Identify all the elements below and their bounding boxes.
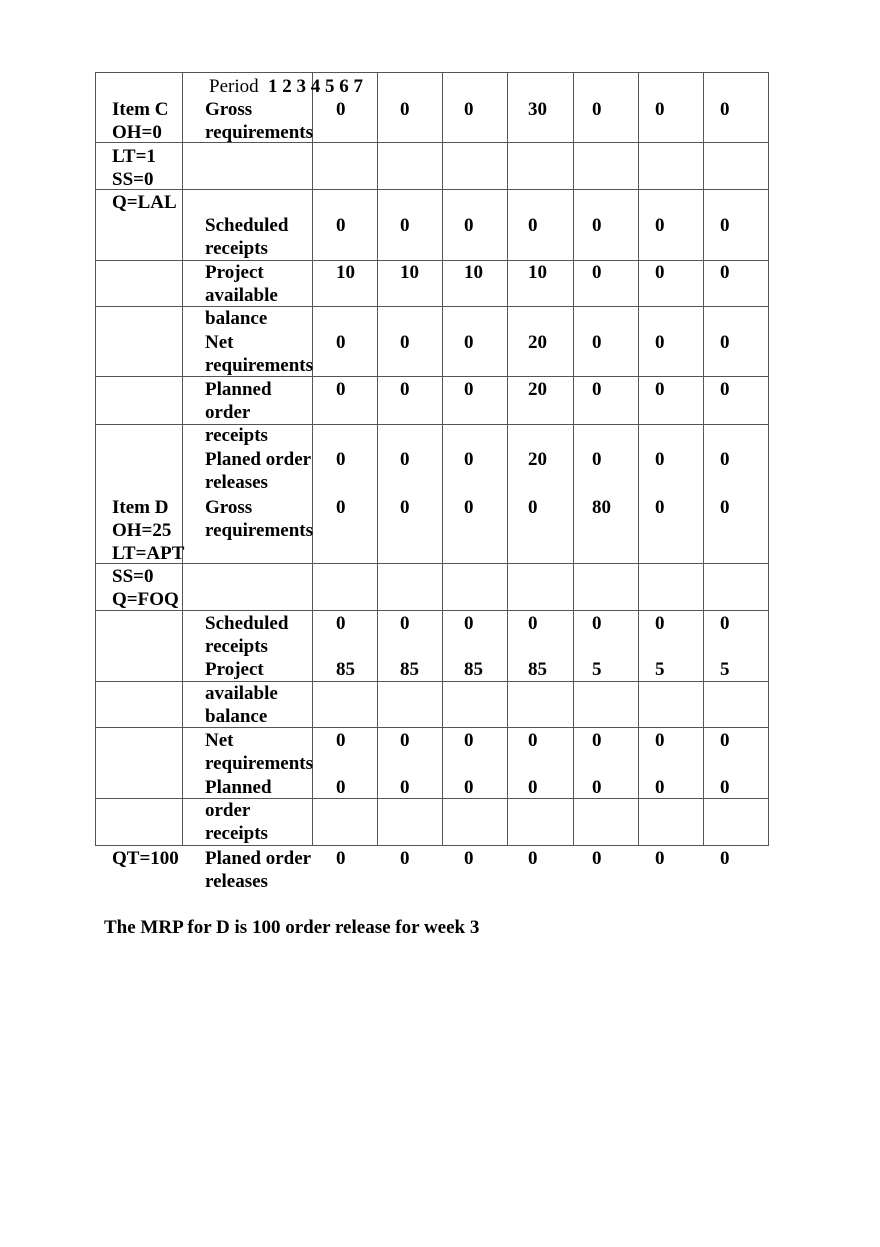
period-value-cell: 0 [720, 777, 730, 798]
period-value-cell: 0 [655, 613, 665, 634]
period-value-cell: 0 [464, 215, 474, 236]
row-label: requirements [205, 753, 314, 774]
period-value-cell: 0 [400, 777, 410, 798]
period-value-cell: 0 [336, 332, 346, 353]
period-value-cell: 0 [720, 379, 730, 400]
row-label: Project [205, 659, 264, 680]
period-value-cell: 0 [655, 848, 665, 869]
period-value-cell: 0 [592, 332, 602, 353]
item-d-q: Q=FOQ [112, 589, 179, 610]
item-c-oh: OH=0 [112, 122, 162, 143]
period-value-cell: 0 [592, 99, 602, 120]
item-c-q: Q=LAL [112, 192, 177, 213]
period-value-cell: 0 [655, 99, 665, 120]
row-label: requirements [205, 122, 314, 143]
mrp-conclusion: The MRP for D is 100 order release for week 3 [104, 917, 480, 938]
period-value-cell: 0 [464, 777, 474, 798]
row-label: requirements [205, 520, 314, 541]
row-label: order [205, 800, 251, 821]
period-value-cell: 0 [592, 379, 602, 400]
row-label: Net [205, 730, 234, 751]
period-value-cell: 10 [528, 262, 547, 283]
table-row-divider [95, 260, 769, 261]
item-d-lt: LT=APT [112, 543, 185, 564]
period-value-cell: 0 [464, 379, 474, 400]
table-row-divider [95, 727, 769, 728]
period-value-cell: 0 [400, 449, 410, 470]
table-border-bottom [95, 845, 769, 846]
period-value-cell: 0 [336, 99, 346, 120]
row-label: receipts [205, 238, 268, 259]
period-numbers: 1 2 3 4 5 6 7 [268, 76, 363, 97]
period-value-cell: 0 [464, 848, 474, 869]
period-value-cell: 0 [336, 497, 346, 518]
period-value-cell: 0 [528, 730, 538, 751]
period-value-cell: 0 [400, 379, 410, 400]
table-row-divider [95, 424, 769, 425]
period-value-cell: 0 [720, 613, 730, 634]
row-label: Planed order [205, 848, 312, 869]
period-value-cell: 0 [720, 848, 730, 869]
row-label: balance [205, 308, 268, 329]
mrp-table [95, 72, 769, 846]
period-value-cell: 0 [528, 613, 538, 634]
row-label: receipts [205, 425, 268, 446]
table-row-divider [95, 306, 769, 307]
table-row-divider [95, 142, 769, 143]
row-label: releases [205, 472, 268, 493]
row-label: receipts [205, 823, 268, 844]
row-label: Planned [205, 379, 272, 400]
item-d-oh: OH=25 [112, 520, 172, 541]
row-label: balance [205, 706, 268, 727]
period-value-cell: 85 [528, 659, 547, 680]
table-row-divider [95, 681, 769, 682]
item-c-label: Item C [112, 99, 169, 120]
period-value-cell: 85 [464, 659, 483, 680]
table-row-divider [95, 189, 769, 190]
period-value-cell: 0 [720, 449, 730, 470]
period-value-cell: 0 [592, 215, 602, 236]
period-value-cell: 0 [592, 777, 602, 798]
period-value-cell: 10 [336, 262, 355, 283]
period-value-cell: 0 [592, 449, 602, 470]
period-value-cell: 20 [528, 379, 547, 400]
period-value-cell: 0 [720, 262, 730, 283]
row-label: order [205, 402, 251, 423]
period-value-cell: 0 [400, 497, 410, 518]
row-label: Gross [205, 497, 253, 518]
period-value-cell: 0 [655, 777, 665, 798]
period-value-cell: 0 [336, 730, 346, 751]
period-label: Period [209, 76, 259, 97]
period-value-cell: 0 [464, 99, 474, 120]
row-label: receipts [205, 636, 268, 657]
item-d-label: Item D [112, 497, 169, 518]
item-c-lt: LT=1 [112, 146, 156, 167]
period-value-cell: 0 [336, 613, 346, 634]
period-value-cell: 0 [336, 379, 346, 400]
period-value-cell: 0 [336, 777, 346, 798]
period-value-cell: 0 [592, 613, 602, 634]
period-value-cell: 0 [720, 215, 730, 236]
period-value-cell: 0 [400, 848, 410, 869]
table-row-divider [95, 610, 769, 611]
period-value-cell: 0 [400, 332, 410, 353]
period-value-cell: 5 [592, 659, 602, 680]
period-value-cell: 0 [400, 613, 410, 634]
row-label: Net [205, 332, 234, 353]
period-value-cell: 0 [592, 730, 602, 751]
period-value-cell: 0 [528, 848, 538, 869]
period-value-cell: 0 [592, 848, 602, 869]
period-value-cell: 30 [528, 99, 547, 120]
period-value-cell: 0 [720, 730, 730, 751]
table-border-top [95, 72, 769, 73]
period-value-cell: 0 [528, 497, 538, 518]
row-label: Scheduled [205, 613, 289, 634]
period-value-cell: 20 [528, 332, 547, 353]
period-value-cell: 10 [464, 262, 483, 283]
period-value-cell: 0 [464, 613, 474, 634]
period-value-cell: 0 [528, 777, 538, 798]
period-value-cell: 5 [655, 659, 665, 680]
period-value-cell: 0 [528, 215, 538, 236]
row-label: releases [205, 871, 268, 892]
period-value-cell: 0 [464, 449, 474, 470]
period-value-cell: 0 [400, 215, 410, 236]
row-label: available [205, 683, 278, 704]
period-value-cell: 0 [655, 730, 665, 751]
period-value-cell: 0 [655, 497, 665, 518]
row-label: Gross [205, 99, 253, 120]
row-label: Project [205, 262, 264, 283]
row-label: available [205, 285, 278, 306]
period-value-cell: 0 [464, 730, 474, 751]
period-value-cell: 0 [655, 379, 665, 400]
item-d-qt: QT=100 [112, 848, 179, 869]
table-row-divider [95, 563, 769, 564]
period-value-cell: 0 [720, 332, 730, 353]
item-d-ss: SS=0 [112, 566, 154, 587]
period-value-cell: 5 [720, 659, 730, 680]
period-value-cell: 85 [400, 659, 419, 680]
period-value-cell: 0 [336, 848, 346, 869]
period-value-cell: 0 [655, 449, 665, 470]
row-label: Planned [205, 777, 272, 798]
period-value-cell: 20 [528, 449, 547, 470]
period-value-cell: 85 [336, 659, 355, 680]
row-label: requirements [205, 355, 314, 376]
row-label: Scheduled [205, 215, 289, 236]
period-value-cell: 10 [400, 262, 419, 283]
period-value-cell: 0 [720, 99, 730, 120]
table-row-divider [95, 798, 769, 799]
period-value-cell: 0 [336, 215, 346, 236]
period-value-cell: 0 [655, 215, 665, 236]
period-value-cell: 0 [655, 332, 665, 353]
period-value-cell: 0 [592, 262, 602, 283]
table-row-divider [95, 376, 769, 377]
period-value-cell: 0 [464, 497, 474, 518]
period-value-cell: 0 [400, 99, 410, 120]
period-value-cell: 0 [720, 497, 730, 518]
row-label: Planed order [205, 449, 312, 470]
period-value-cell: 0 [655, 262, 665, 283]
period-value-cell: 0 [336, 449, 346, 470]
period-value-cell: 0 [464, 332, 474, 353]
item-c-ss: SS=0 [112, 169, 154, 190]
period-value-cell: 80 [592, 497, 611, 518]
period-value-cell: 0 [400, 730, 410, 751]
